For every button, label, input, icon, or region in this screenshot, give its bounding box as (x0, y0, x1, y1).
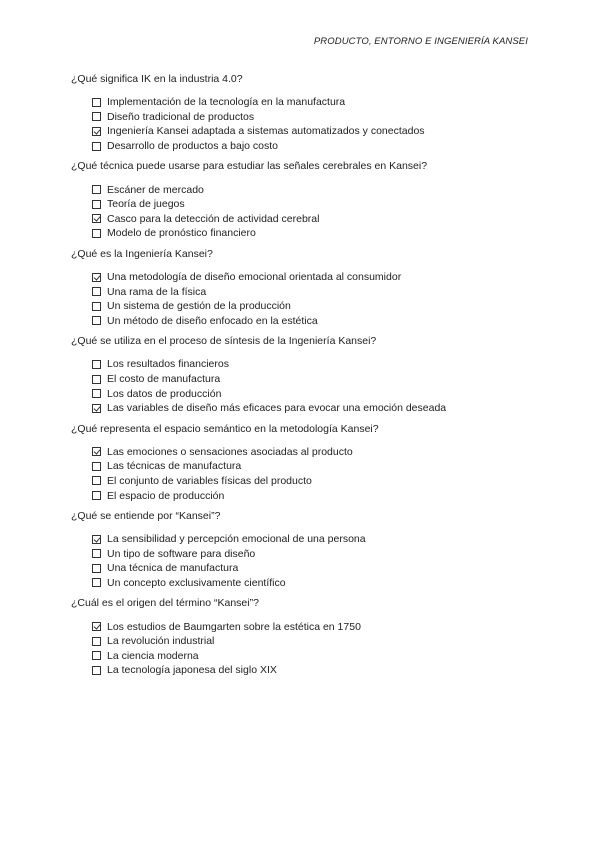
answer-option[interactable] (92, 314, 541, 329)
question-text: ¿Qué significa IK en la industria 4.0? (71, 73, 243, 85)
question-block (71, 247, 541, 328)
option-label: Un método de diseño enfocado en la estética (107, 314, 318, 327)
unchecked-checkbox[interactable] (92, 142, 101, 151)
question-block (71, 422, 541, 503)
unchecked-checkbox[interactable] (92, 302, 101, 311)
unchecked-checkbox[interactable] (92, 360, 101, 369)
option-label: La ciencia moderna (107, 649, 199, 662)
answer-option[interactable] (92, 663, 541, 678)
option-label: Teoría de juegos (107, 198, 185, 211)
question-block (71, 334, 541, 415)
question-block (71, 509, 541, 590)
option-label: El conjunto de variables físicas del producto (107, 474, 312, 487)
answer-option[interactable] (92, 474, 541, 489)
option-label: Los datos de producción (107, 387, 222, 400)
option-label: Una rama de la física (107, 285, 207, 298)
option-label: Las técnicas de manufactura (107, 460, 242, 473)
unchecked-checkbox[interactable] (92, 476, 101, 485)
checked-checkbox[interactable] (92, 214, 101, 223)
checked-checkbox[interactable] (92, 127, 101, 136)
option-label: Los estudios de Baumgarten sobre la estética en 1750 (107, 620, 361, 633)
option-label: Casco para la detección de actividad cerebral (107, 212, 320, 225)
unchecked-checkbox[interactable] (92, 229, 101, 238)
answer-option[interactable] (92, 182, 541, 197)
answer-option[interactable] (92, 357, 541, 372)
answer-option[interactable] (92, 197, 541, 212)
option-label: Una metodología de diseño emocional orientada al consumidor (107, 271, 402, 284)
option-label: Un tipo de software para diseño (107, 547, 256, 560)
unchecked-checkbox[interactable] (92, 200, 101, 209)
unchecked-checkbox[interactable] (92, 375, 101, 384)
unchecked-checkbox[interactable] (92, 185, 101, 194)
option-label: El costo de manufactura (107, 373, 221, 386)
question-text: ¿Qué representa el espacio semántico en la metodología Kansei? (71, 422, 379, 435)
answer-option[interactable] (92, 284, 541, 299)
unchecked-checkbox[interactable] (92, 287, 101, 296)
answer-option[interactable] (92, 110, 541, 125)
unchecked-checkbox[interactable] (92, 564, 101, 573)
answer-option[interactable] (92, 386, 541, 401)
question-text: ¿Qué técnica puede usarse para estudiar las señales cerebrales en Kansei? (71, 160, 428, 173)
checked-checkbox[interactable] (92, 273, 101, 282)
answer-option[interactable] (92, 372, 541, 387)
answer-option[interactable] (92, 299, 541, 314)
question-text: ¿Qué se entiende por “Kansei”? (71, 509, 221, 522)
option-label: Diseño tradicional de productos (107, 110, 255, 123)
unchecked-checkbox[interactable] (92, 316, 101, 325)
question-block (71, 72, 541, 153)
question-text: ¿Qué se utiliza en el proceso de síntesis de la Ingeniería Kansei? (71, 335, 377, 348)
checked-checkbox[interactable] (92, 404, 101, 413)
answer-option[interactable] (92, 95, 541, 110)
checked-checkbox[interactable] (92, 622, 101, 631)
answer-option[interactable] (92, 226, 541, 241)
option-label: Modelo de pronóstico financiero (107, 227, 256, 240)
option-label: Las emociones o sensaciones asociadas al producto (107, 445, 353, 458)
answer-option[interactable] (92, 212, 541, 227)
unchecked-checkbox[interactable] (92, 549, 101, 558)
unchecked-checkbox[interactable] (92, 98, 101, 107)
option-label: Desarrollo de productos a bajo costo (107, 140, 279, 153)
option-label: Escáner de mercado (107, 183, 204, 196)
checked-checkbox[interactable] (92, 447, 101, 456)
answer-option[interactable] (92, 619, 541, 634)
option-label: Un sistema de gestión de la producción (107, 300, 291, 313)
unchecked-checkbox[interactable] (92, 578, 101, 587)
question-block (71, 159, 541, 240)
unchecked-checkbox[interactable] (92, 666, 101, 675)
answer-option[interactable] (92, 634, 541, 649)
questionnaire (71, 72, 541, 684)
unchecked-checkbox[interactable] (92, 637, 101, 646)
option-label: La revolución industrial (107, 635, 215, 648)
option-label: Una técnica de manufactura (107, 562, 239, 575)
option-label: La sensibilidad y percepción emocional de una persona (107, 533, 366, 546)
question-text: ¿Qué es la Ingeniería Kansei? (71, 247, 213, 260)
unchecked-checkbox[interactable] (92, 462, 101, 471)
unchecked-checkbox[interactable] (92, 491, 101, 500)
page-header: PRODUCTO, ENTORNO E INGENIERÍA KANSEI (313, 36, 528, 47)
answer-option[interactable] (92, 459, 541, 474)
unchecked-checkbox[interactable] (92, 389, 101, 398)
question-text: ¿Cuál es el origen del término “Kansei”? (71, 597, 259, 610)
option-label: Ingeniería Kansei adaptada a sistemas automatizados y conectados (107, 125, 425, 138)
option-label: Las variables de diseño más eficaces para evocar una emoción deseada (107, 402, 447, 415)
option-label: Implementación de la tecnología en la manufactura (107, 96, 346, 109)
answer-option[interactable] (92, 488, 541, 503)
question-block (71, 596, 541, 677)
unchecked-checkbox[interactable] (92, 651, 101, 660)
option-label: La tecnología japonesa del siglo XIX (107, 664, 277, 677)
answer-option[interactable] (92, 139, 541, 154)
option-label: Un concepto exclusivamente científico (107, 576, 286, 589)
answer-option[interactable] (92, 576, 541, 591)
answer-option[interactable] (92, 532, 541, 547)
answer-option[interactable] (92, 401, 541, 416)
unchecked-checkbox[interactable] (92, 112, 101, 121)
answer-option[interactable] (92, 124, 541, 139)
checked-checkbox[interactable] (92, 535, 101, 544)
option-label: El espacio de producción (107, 489, 225, 502)
answer-option[interactable] (92, 546, 541, 561)
answer-option[interactable] (92, 445, 541, 460)
answer-option[interactable] (92, 270, 541, 285)
answer-option[interactable] (92, 648, 541, 663)
answer-option[interactable] (92, 561, 541, 576)
option-label: Los resultados financieros (107, 358, 229, 371)
